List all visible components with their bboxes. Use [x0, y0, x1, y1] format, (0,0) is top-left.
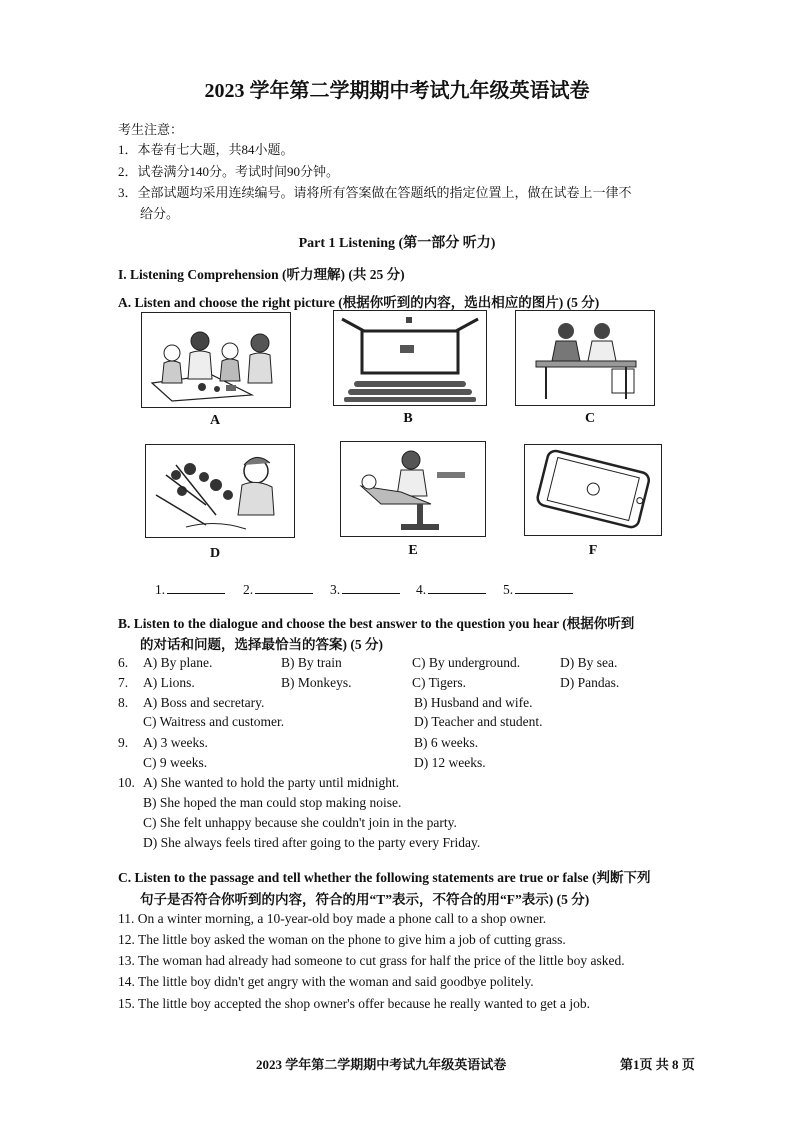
section-i-heading: I. Listening Comprehension (听力理解) (共 25 分) — [118, 267, 405, 282]
office-meeting-icon — [516, 311, 654, 405]
picture-d — [145, 444, 295, 538]
statement: 11. On a winter morning, a 10-year-old boy made a phone call to a shop owner. — [118, 911, 547, 926]
option: C) 9 weeks. — [143, 755, 208, 770]
question-number: 9. — [118, 735, 129, 750]
picture-c — [515, 310, 655, 406]
picture-label-f: F — [588, 543, 598, 558]
section-a-heading: A. Listen and choose the right picture (根据你听到的内容，选出相应的图片) (5 分) — [118, 295, 600, 310]
answer-blank[interactable]: 2. — [243, 581, 313, 598]
picture-label-b: B — [403, 411, 413, 426]
page-number: 第1页 共 8 页 — [620, 1057, 695, 1072]
section-b-heading: B. Listen to the dialogue and choose the best answer to the question you hear (根据你听到 — [118, 616, 635, 631]
notice-heading: 考生注意： — [118, 122, 184, 137]
option: B) By train — [281, 655, 342, 670]
notice-item: 3．全部试题均采用连续编号。请将所有答案做在答题纸的指定位置上，做在试卷上一律不 — [118, 185, 632, 200]
dentist-icon — [341, 442, 485, 536]
notice-item: 给分。 — [140, 206, 180, 221]
picture-label-e: E — [408, 543, 418, 558]
option: C) Waitress and customer. — [143, 714, 285, 729]
option: A) Boss and secretary. — [143, 695, 265, 710]
option: C) Tigers. — [412, 675, 467, 690]
picture-e — [340, 441, 486, 537]
statement: 15. The little boy accepted the shop owner's offer because he really wanted to get a job. — [118, 996, 591, 1011]
picture-label-d: D — [209, 546, 221, 561]
flower-shop-icon — [146, 445, 294, 537]
option: A) Lions. — [143, 675, 195, 690]
option: B) Husband and wife. — [414, 695, 533, 710]
option: D) She always feels tired after going to the party every Friday. — [143, 835, 481, 850]
answer-blank[interactable]: 3. — [330, 581, 400, 598]
part-heading: Part 1 Listening (第一部分 听力) — [298, 236, 496, 251]
option: B) Monkeys. — [281, 675, 352, 690]
section-c-heading-cont: 句子是否符合你听到的内容，符合的用“T”表示，不符合的用“F”表示) (5 分) — [140, 892, 590, 907]
exam-title: 2023 学年第二学期期中考试九年级英语试卷 — [204, 80, 590, 102]
question-number: 10. — [118, 775, 135, 790]
picture-f — [524, 444, 662, 536]
section-b-heading-cont: 的对话和问题，选择最恰当的答案) (5 分) — [140, 637, 383, 652]
section-c-heading: C. Listen to the passage and tell whether the following statements are true or false (判断下列 — [118, 870, 651, 885]
notice-item: 2．试卷满分140分。考试时间90分钟。 — [118, 164, 340, 179]
picture-b — [333, 310, 487, 406]
statement: 12. The little boy asked the woman on the phone to give him a job of cutting grass. — [118, 932, 566, 947]
question-number: 8. — [118, 695, 129, 710]
answer-blank[interactable]: 1. — [155, 581, 225, 598]
picture-a — [141, 312, 291, 408]
question-number: 6. — [118, 655, 129, 670]
option: D) Pandas. — [560, 675, 620, 690]
family-picnic-icon — [142, 313, 290, 407]
option: A) She wanted to hold the party until midnight. — [143, 775, 400, 790]
option: B) She hoped the man could stop making noise. — [143, 795, 402, 810]
option: A) 3 weeks. — [143, 735, 208, 750]
picture-label-a: A — [209, 413, 221, 428]
footer-title: 2023 学年第二学期期中考试九年级英语试卷 — [256, 1057, 507, 1072]
option: D) By sea. — [560, 655, 618, 670]
option: C) By underground. — [412, 655, 521, 670]
option: C) She felt unhappy because she couldn't join in the party. — [143, 815, 457, 830]
option: A) By plane. — [143, 655, 213, 670]
option: B) 6 weeks. — [414, 735, 479, 750]
answer-blank[interactable]: 4. — [416, 581, 486, 598]
smartphone-icon — [525, 445, 661, 535]
statement: 13. The woman had already had someone to cut grass for half the price of the little boy asked. — [118, 953, 625, 968]
option: D) Teacher and student. — [414, 714, 543, 729]
statement: 14. The little boy didn't get angry with the woman and said goodbye politely. — [118, 974, 534, 989]
question-number: 7. — [118, 675, 129, 690]
picture-label-c: C — [584, 411, 596, 426]
answer-blank[interactable]: 5. — [503, 581, 573, 598]
cinema-screen-icon — [334, 311, 486, 405]
option: D) 12 weeks. — [414, 755, 486, 770]
notice-item: 1．本卷有七大题，共84小题。 — [118, 142, 294, 157]
